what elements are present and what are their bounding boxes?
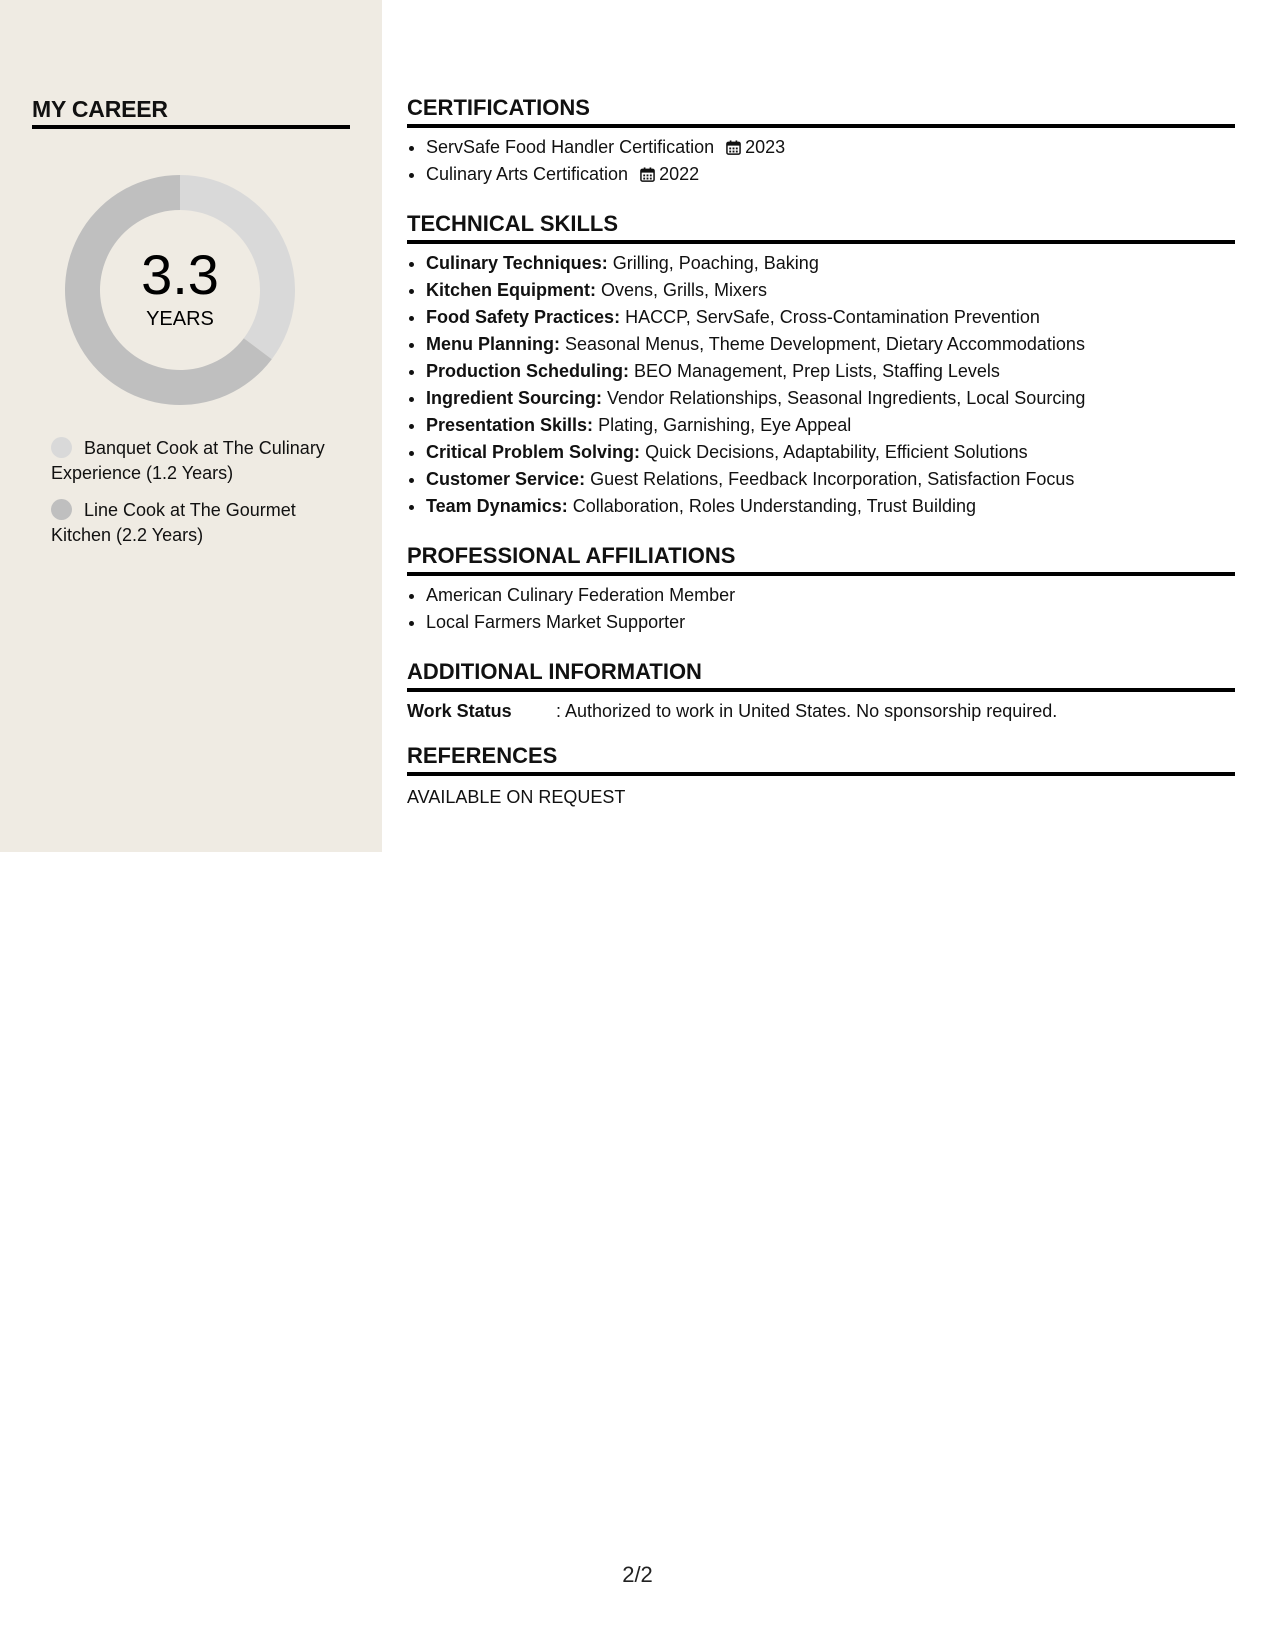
skill-item (426, 277, 1235, 304)
certifications-section (407, 94, 1235, 188)
donut-center-label (65, 243, 295, 331)
total-years-unit: YEARS (146, 308, 214, 330)
legend-label: Banquet Cook at The Culinary Experience (1.2 Years) (51, 438, 325, 483)
certification-name: ServSafe Food Handler Certification (426, 137, 715, 157)
additional-info-section (407, 658, 1235, 725)
certifications-heading: CERTIFICATIONS (407, 94, 1235, 128)
legend-dot (51, 499, 72, 520)
career-donut-chart (65, 175, 295, 405)
skill-item (426, 493, 1235, 520)
skill-value: Seasonal Menus, Theme Development, Dietary Accommodations (565, 334, 1085, 354)
skill-value: BEO Management, Prep Lists, Staffing Levels (634, 361, 1000, 381)
skill-name: Production Scheduling: (426, 361, 629, 381)
career-sidebar (0, 0, 382, 852)
page-number: 2/2 (622, 1562, 653, 1587)
certification-name: Culinary Arts Certification (426, 164, 629, 184)
skill-name: Customer Service: (426, 469, 586, 489)
affiliation-item: • American Culinary Federation Member (426, 582, 1235, 609)
work-status-label: Work Status (407, 701, 512, 721)
technical-skills-heading: TECHNICAL SKILLS (407, 210, 1235, 244)
career-heading: MY CAREER (32, 96, 350, 129)
work-status-value: : Authorized to work in United States. No sponsorship required. (556, 701, 1058, 721)
skill-item (426, 412, 1235, 439)
legend-label: Line Cook at The Gourmet Kitchen (2.2 Years) (51, 500, 296, 545)
affiliation-item: • Local Farmers Market Supporter (426, 609, 1235, 636)
skill-name: Presentation Skills: (426, 415, 594, 435)
legend-item (51, 436, 331, 486)
skill-item (426, 250, 1235, 277)
skill-item (426, 304, 1235, 331)
skill-name: Menu Planning: (426, 334, 560, 354)
certifications-list (407, 134, 1235, 188)
skill-item (426, 466, 1235, 493)
skill-value: Quick Decisions, Adaptability, Efficient Solutions (645, 442, 1028, 462)
skill-value: Ovens, Grills, Mixers (601, 280, 768, 300)
calendar-icon (640, 167, 655, 182)
affiliations-list (407, 582, 1235, 636)
skill-item (426, 385, 1235, 412)
work-status-row (407, 698, 1235, 725)
skill-value: Plating, Garnishing, Eye Appeal (598, 415, 852, 435)
legend-item (51, 498, 331, 548)
skill-value: Collaboration, Roles Understanding, Trust Building (572, 496, 976, 516)
main-column (407, 94, 1235, 811)
certification-item (426, 134, 1235, 161)
total-years-value: 3.3 (141, 243, 219, 306)
skill-name: Ingredient Sourcing: (426, 388, 603, 408)
references-text: AVAILABLE ON REQUEST (407, 787, 626, 807)
affiliations-section (407, 542, 1235, 636)
affiliations-heading: PROFESSIONAL AFFILIATIONS (407, 542, 1235, 576)
skill-name: Food Safety Practices: (426, 307, 621, 327)
certification-item (426, 161, 1235, 188)
additional-info-heading: ADDITIONAL INFORMATION (407, 658, 1235, 692)
technical-skills-list (407, 250, 1235, 520)
skill-name: Kitchen Equipment: (426, 280, 596, 300)
legend-dot (51, 437, 72, 458)
skill-item (426, 331, 1235, 358)
references-heading: REFERENCES (407, 742, 1235, 776)
skill-value: HACCP, ServSafe, Cross-Contamination Prevention (625, 307, 1040, 327)
career-legend (51, 436, 331, 560)
skill-item (426, 439, 1235, 466)
technical-skills-section (407, 210, 1235, 520)
skill-value: Guest Relations, Feedback Incorporation, Satisfaction Focus (590, 469, 1075, 489)
calendar-icon (726, 140, 741, 155)
skill-name: Culinary Techniques: (426, 253, 608, 273)
skill-value: Grilling, Poaching, Baking (612, 253, 819, 273)
references-section (407, 742, 1235, 811)
certification-year: 2022 (659, 164, 700, 184)
skill-name: Critical Problem Solving: (426, 442, 641, 462)
skill-item (426, 358, 1235, 385)
skill-name: Team Dynamics: (426, 496, 568, 516)
skill-value: Vendor Relationships, Seasonal Ingredients, Local Sourcing (607, 388, 1086, 408)
certification-year: 2023 (745, 137, 786, 157)
